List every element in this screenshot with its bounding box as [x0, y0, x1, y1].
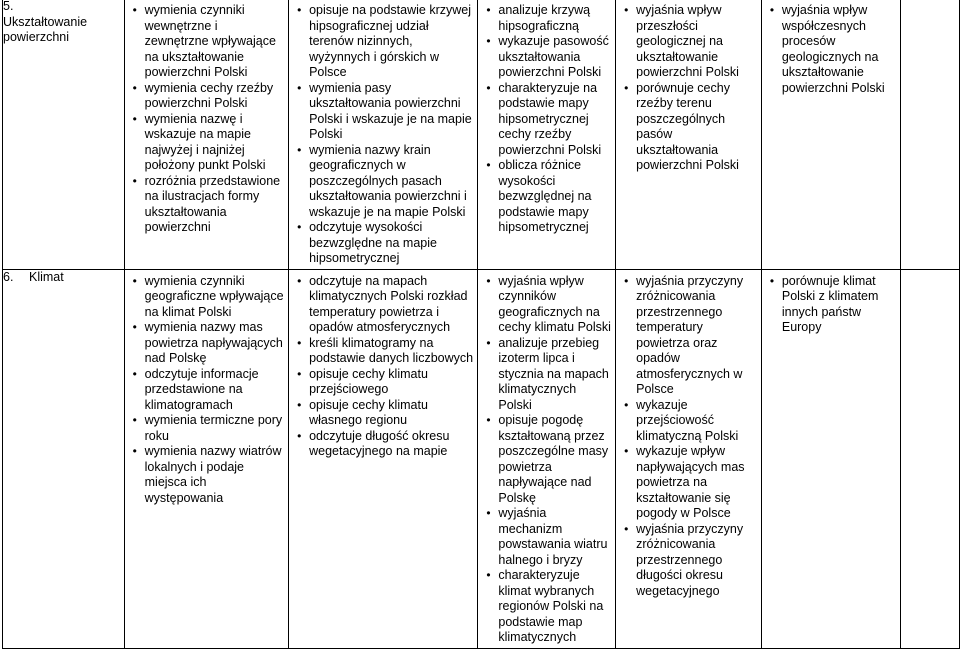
bullet-list	[762, 270, 900, 338]
bullet-list	[762, 0, 900, 98]
section-number: 5.	[3, 0, 14, 13]
requirements-cell	[761, 269, 900, 648]
list-item: • wykazuje wpływ napływających mas powietrza na kształtowanie się pogody w Polsce	[616, 444, 757, 522]
list-item: • wyjaśnia wpływ współczesnych procesów geologicznych na ukształtowanie powierzchni Polski	[762, 3, 896, 96]
list-item: • wymienia nazwy mas powietrza napływających nad Polskę	[125, 320, 284, 367]
list-item: • wyjaśnia mechanizm powstawania wiatru halnego i bryzy	[478, 506, 611, 568]
list-item: • wyjaśnia przyczyny zróżnicowania przestrzennego temperatury powietrza oraz opadów atmosferycznych w Polsce	[616, 274, 757, 398]
empty-cell	[900, 269, 959, 648]
table-row	[3, 269, 960, 648]
list-item: • analizuje przebieg izoterm lipca i stycznia na mapach klimatycznych Polski	[478, 336, 611, 414]
list-item: • porównuje cechy rzeźby terenu poszczególnych pasów ukształtowania powierzchni Polski	[616, 81, 757, 174]
list-item: • opisuje cechy klimatu przejściowego	[289, 367, 473, 398]
list-item: • wymienia czynniki wewnętrzne i zewnętrzne wpływające na ukształtowanie powierzchni Polski	[125, 3, 284, 81]
list-item: • wyjaśnia przyczyny zróżnicowania przestrzennego długości okresu wegetacyjnego	[616, 522, 757, 600]
list-item: • wykazuje pasowość ukształtowania powierzchni Polski	[478, 34, 611, 81]
bullet-list	[289, 0, 477, 269]
section-topic: Ukształtowanie powierzchni	[3, 14, 88, 44]
list-item: • wymienia termiczne pory roku	[125, 413, 284, 444]
section-number: 6.	[3, 269, 14, 284]
section-number-cell	[3, 0, 125, 269]
bullet-list	[478, 0, 615, 238]
list-item: • odczytuje informacje przedstawione na klimatogramach	[125, 367, 284, 414]
list-item: • kreśli klimatogramy na podstawie danych liczbowych	[289, 336, 473, 367]
list-item: • porównuje klimat Polski z klimatem innych państw Europy	[762, 274, 896, 336]
list-item: • rozróżnia przedstawione na ilustracjach formy ukształtowania powierzchni	[125, 174, 284, 236]
requirements-cell	[289, 269, 478, 648]
list-item: • wyjaśnia wpływ przeszłości geologicznej na ukształtowanie powierzchni Polski	[616, 3, 757, 81]
requirements-cell	[478, 269, 616, 648]
bullet-list	[616, 0, 761, 176]
list-item: • wyjaśnia wpływ czynników geograficznych na cechy klimatu Polski	[478, 274, 611, 336]
list-item: • opisuje na podstawie krzywej hipsograficznej udział terenów nizinnych, wyżynnych i górskich w Polsce	[289, 3, 473, 81]
list-item: • oblicza różnice wysokości bezwzględnej na podstawie mapy hipsometrycznej	[478, 158, 611, 236]
table-row	[3, 0, 960, 269]
empty-cell	[900, 0, 959, 269]
section-number-cell	[3, 269, 125, 648]
list-item: • odczytuje wysokości bezwzględne na mapie hipsometrycznej	[289, 220, 473, 267]
requirements-cell	[478, 0, 616, 269]
list-item: • wymienia cechy rzeźby powierzchni Polski	[125, 81, 284, 112]
list-item: • opisuje cechy klimatu własnego regionu	[289, 398, 473, 429]
list-item: • wymienia pasy ukształtowania powierzchni Polski i wskazuje je na mapie Polski	[289, 81, 473, 143]
list-item: • odczytuje na mapach klimatycznych Polski rozkład temperatury powietrza i opadów atmosferycznych	[289, 274, 473, 336]
bullet-list	[125, 270, 288, 509]
list-item: • wykazuje przejściowość klimatyczną Polski	[616, 398, 757, 445]
list-item: • analizuje krzywą hipsograficzną	[478, 3, 611, 34]
curriculum-table	[2, 0, 960, 649]
bullet-list	[616, 270, 761, 602]
bullet-list	[289, 270, 477, 462]
list-item: • charakteryzuje klimat wybranych regionów Polski na podstawie map klimatycznych	[478, 568, 611, 646]
requirements-cell	[761, 0, 900, 269]
requirements-cell	[124, 0, 288, 269]
section-topic: Klimat	[29, 269, 64, 284]
list-item: • wymienia nazwę i wskazuje na mapie najwyżej i najniżej położony punkt Polski	[125, 112, 284, 174]
list-item: • odczytuje długość okresu wegetacyjnego na mapie	[289, 429, 473, 460]
list-item: • charakteryzuje na podstawie mapy hipsometrycznej cechy rzeźby powierzchni Polski	[478, 81, 611, 159]
requirements-cell	[616, 0, 762, 269]
requirements-cell	[289, 0, 478, 269]
list-item: • wymienia czynniki geograficzne wpływające na klimat Polski	[125, 274, 284, 321]
list-item: • wymienia nazwy krain geograficznych w poszczególnych pasach ukształtowania powierzchni i wskazuje je na mapie Polski	[289, 143, 473, 221]
requirements-cell	[124, 269, 288, 648]
list-item: • opisuje pogodę kształtowaną przez poszczególne masy powietrza napływające nad Polskę	[478, 413, 611, 506]
requirements-cell	[616, 269, 762, 648]
bullet-list	[125, 0, 288, 238]
list-item: • wymienia nazwy wiatrów lokalnych i podaje miejsca ich występowania	[125, 444, 284, 506]
bullet-list	[478, 270, 615, 648]
